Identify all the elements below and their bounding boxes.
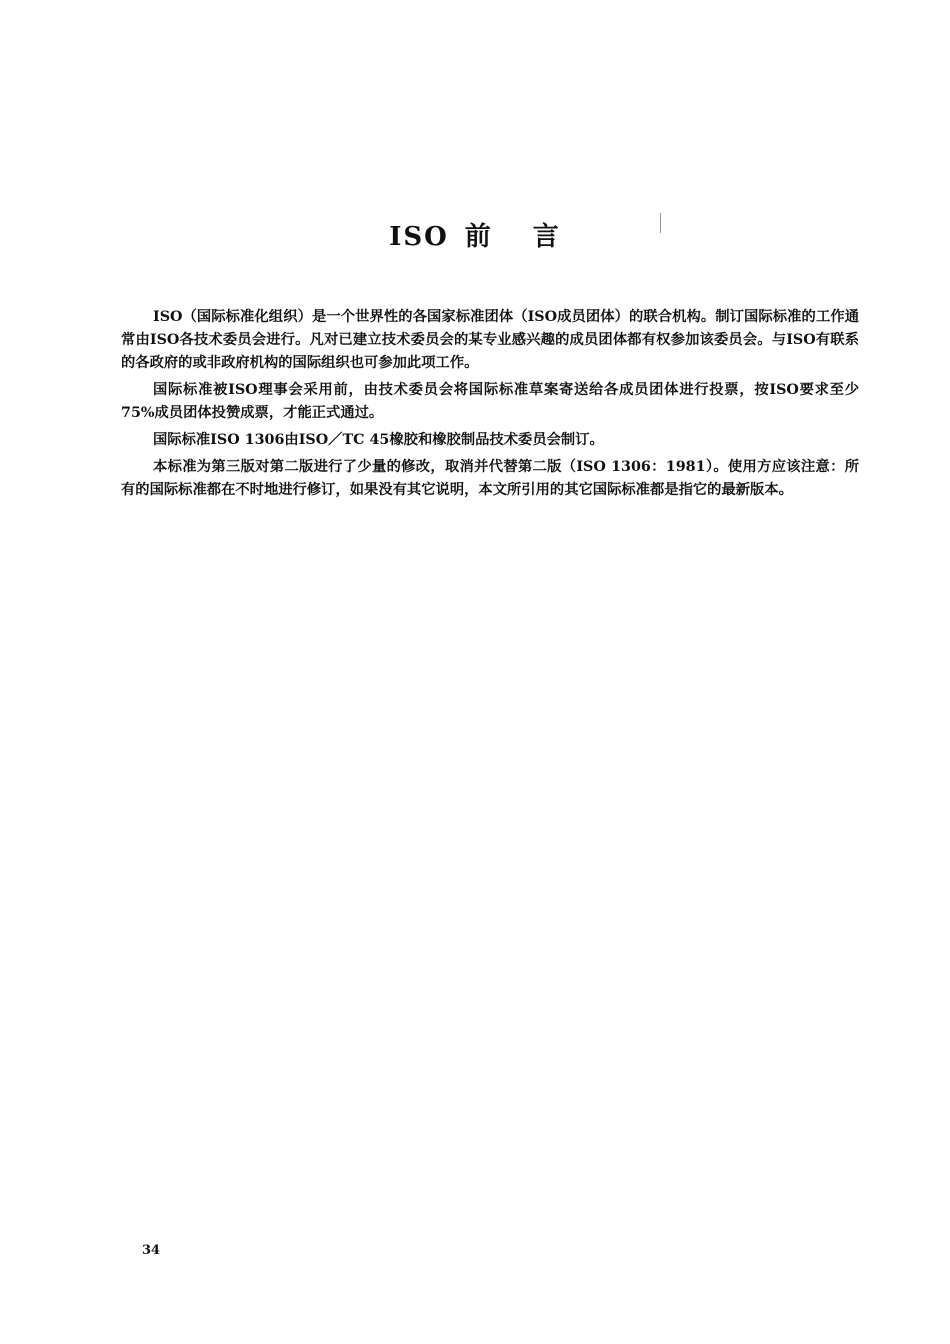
paragraph-committee: 国际标准ISO 1306由ISO／TC 45橡胶和橡胶制品技术委员会制订。 [153,432,604,448]
title-char-2: 言 [532,222,561,252]
foreword-body [121,306,859,506]
title-iso: ISO [389,222,449,252]
paragraph-edition: 本标准为第三版对第二版进行了少量的修改，取消并代替第二版（ISO 1306：1981）。使用方应该注意：所有的国际标准都在不时地进行修订，如果没有其它说明，本文所引用的其它国际标准都是指它的最新版本。 [121,459,859,498]
paragraph-adoption: 国际标准被ISO理事会采用前，由技术委员会将国际标准草案寄送给各成员团体进行投票，按ISO要求至少75%成员团体投赞成票，才能正式通过。 [121,382,859,421]
page-title [0,216,950,253]
title-char-1: 前 [464,222,493,252]
page-number: 34 [142,1243,161,1258]
paragraph-iso-description: ISO（国际标准化组织）是一个世界性的各国家标准团体（ISO成员团体）的联合机构。制订国际标准的工作通常由ISO各技术委员会进行。凡对已建立技术委员会的某专业感兴趣的成员团体都有权参加该委员会。与ISO有联系的各政府的或非政府机构的国际组织也可参加此项工作。 [121,309,859,371]
